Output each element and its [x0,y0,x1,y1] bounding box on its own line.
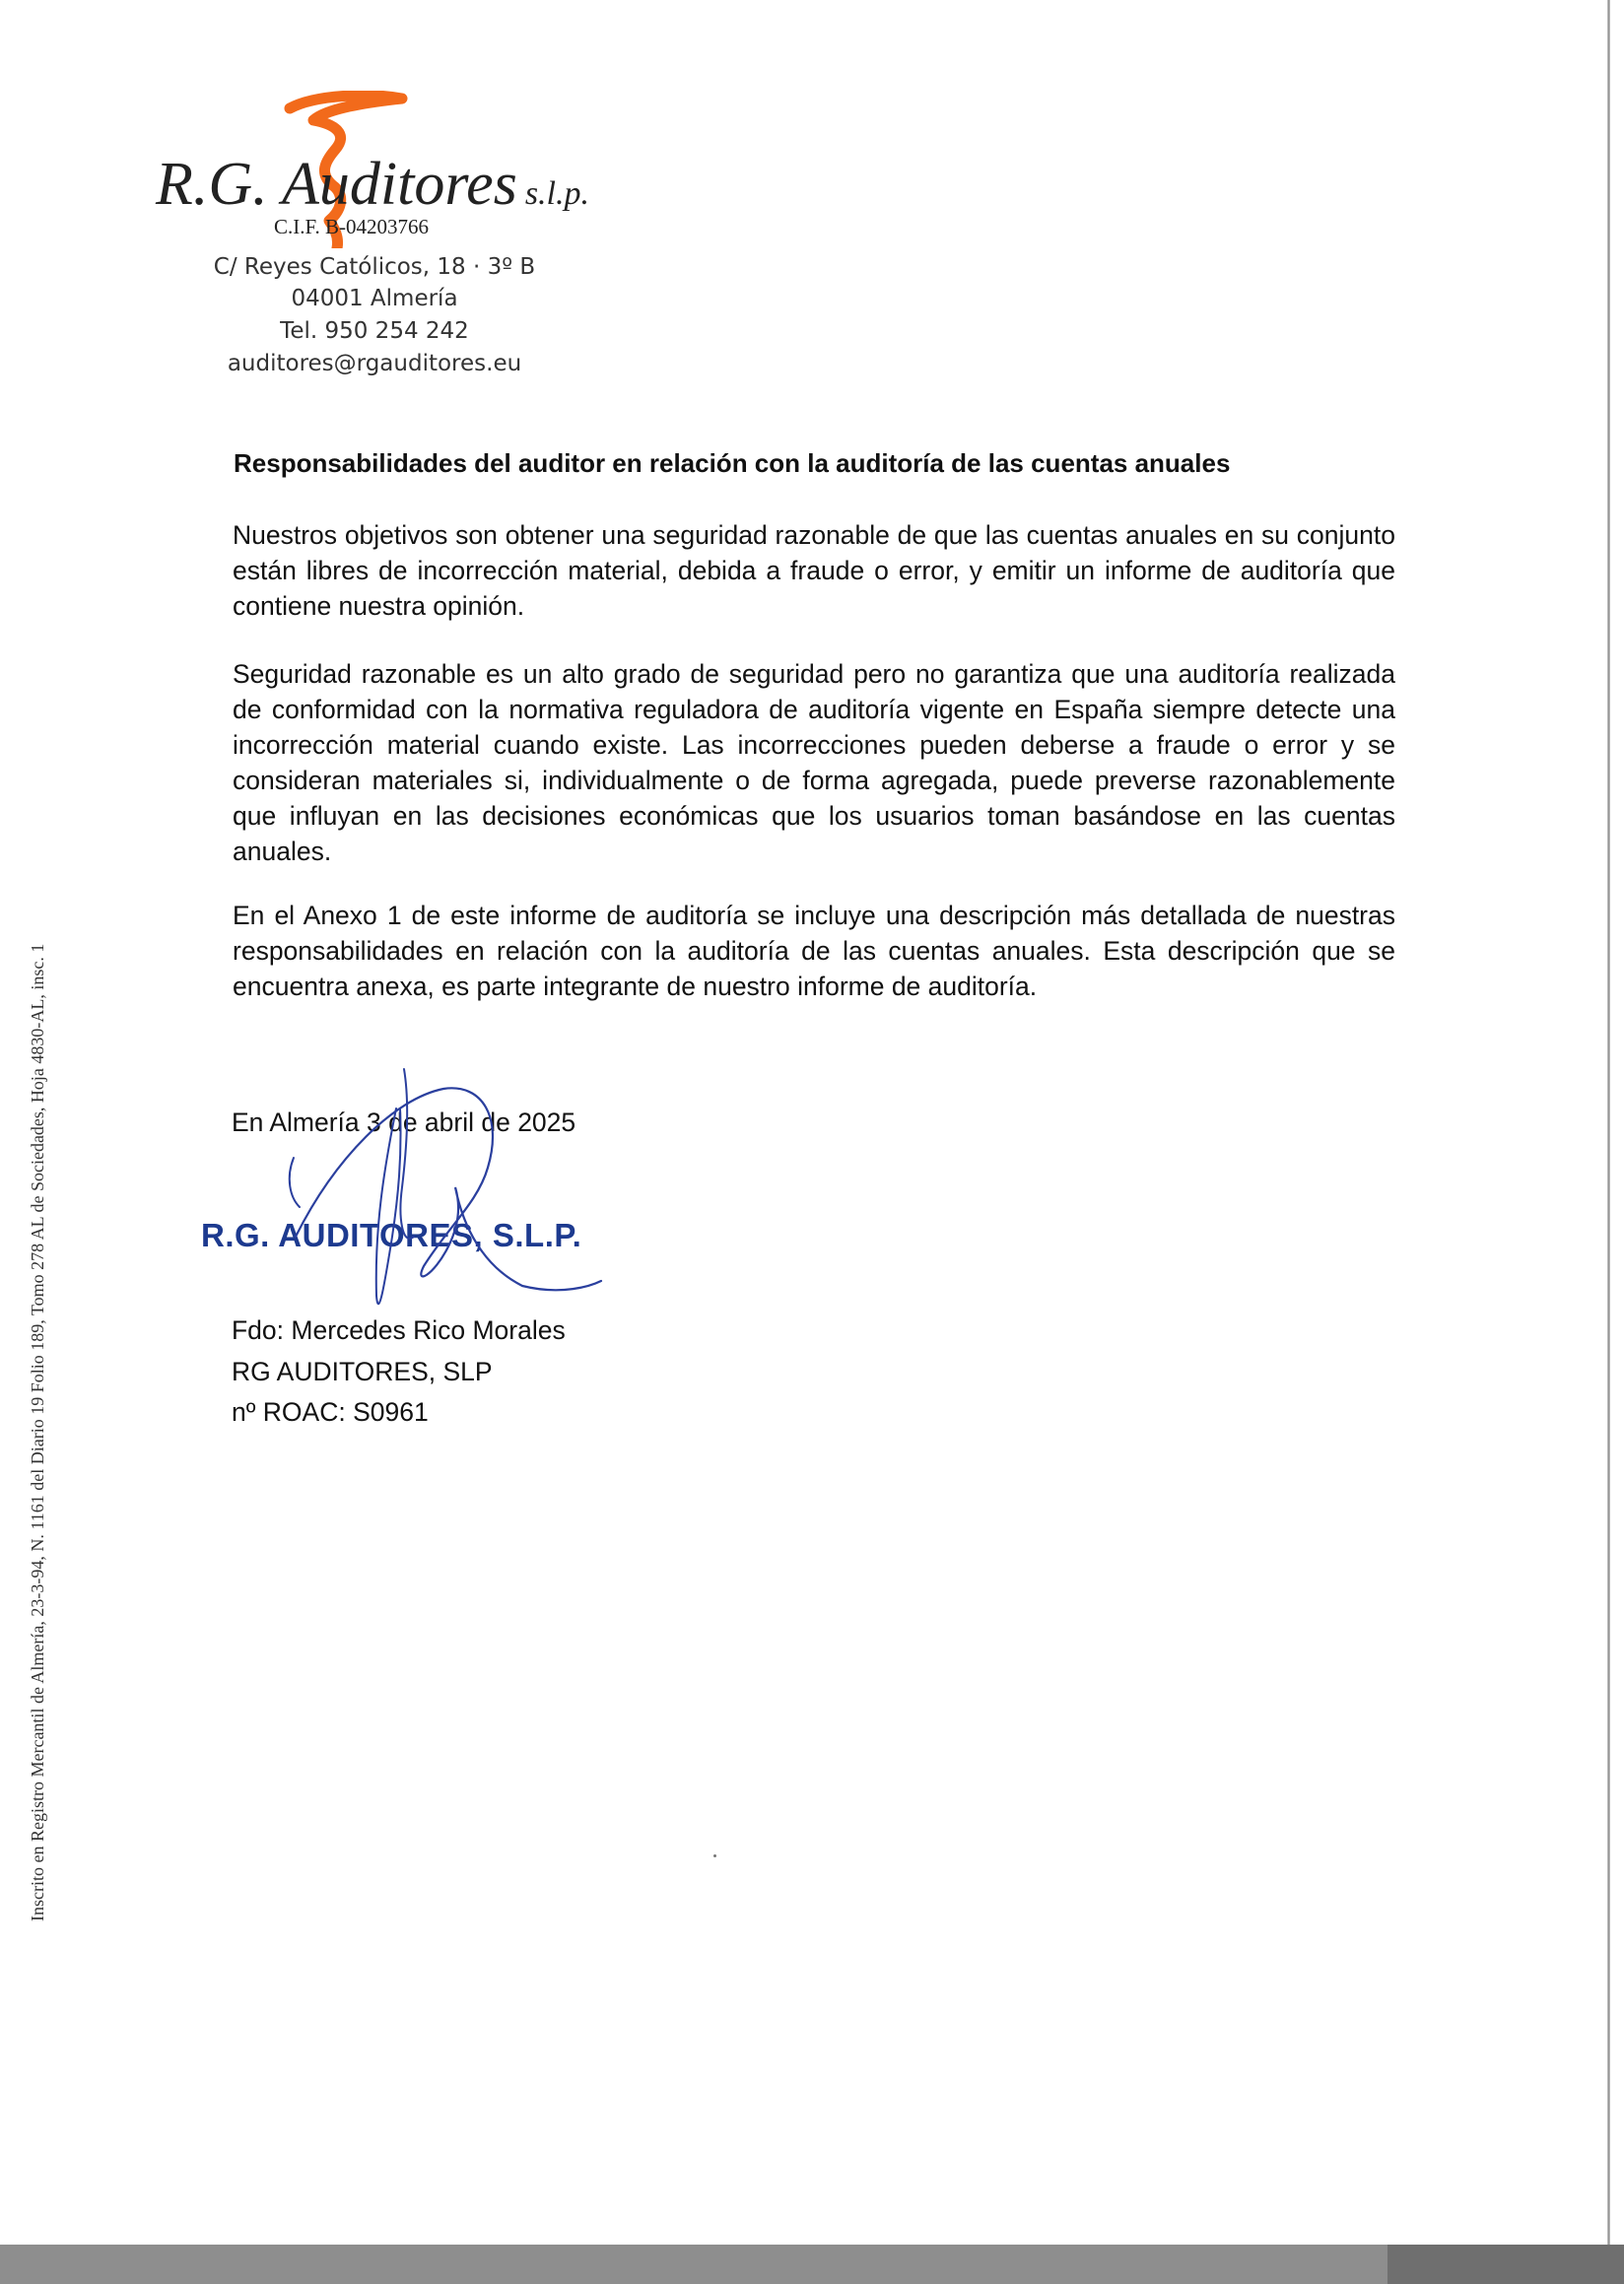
signed-by: Fdo: Mercedes Rico Morales [232,1315,566,1345]
paragraph-reasonable-assurance: Seguridad razonable es un alto grado de seguridad pero no garantiza que una auditoría realizada de conformidad con la normativa reguladora de auditoría vigente en España siempre detecte una incorrección material cuando existe. Las incorrecciones pueden deberse a fraude o error y se consideran materiales si, individualmente o de forma agregada, puede preverse razonablemente que influyan en las decisiones económicas que los usuarios toman basándose en las cuentas anuales. [233,659,1395,866]
address-city: 04001 Almería [291,286,458,311]
phone-number: Tel. 950 254 242 [280,318,469,344]
brand-name: R.G. Auditores [156,151,517,218]
email-address: auditores@rgauditores.eu [227,351,522,376]
paragraph-objectives: Nuestros objetivos son obtener una seguridad razonable de que las cuentas anuales en su conjunto están libres de incorrección material, debida a fraude o error, y emitir un informe de auditoría que contiene nuestra opinión. [233,520,1395,621]
section-heading: Responsabilidades del auditor en relación con la auditoría de las cuentas anuales [234,448,1231,478]
firm-name: RG AUDITORES, SLP [232,1357,493,1386]
brand-logotype [156,150,589,220]
roac-number: nº ROAC: S0961 [232,1397,429,1427]
cif-number: C.I.F. B-04203766 [274,215,429,238]
scan-edge-bottom-corner [1387,2245,1624,2284]
registry-note: Inscrito en Registro Mercantil de Almería, 23-3-94, N. 1161 del Diario 19 Folio 189, Tomo 278 AL de Sociedades, Hoja 4830-AL, insc. 1 [28,943,47,1921]
paragraph-annex: En el Anexo 1 de este informe de auditoría se incluye una descripción más detallada de nuestras responsabilidades en relación con la auditoría de las cuentas anuales. Esta descripción que se encuentra anexa, es parte integrante de nuestro informe de auditoría. [233,901,1395,1001]
scan-speck [713,1854,716,1857]
company-stamp: R.G. AUDITORES, S.L.P. [201,1217,582,1253]
scan-edge-bottom [0,2245,1624,2284]
date-line: En Almería 3 de abril de 2025 [232,1108,576,1137]
brand-suffix: s.l.p. [524,175,590,212]
scan-edge-right [1607,0,1610,2247]
address-street: C/ Reyes Católicos, 18 · 3º B [213,254,536,280]
handwritten-signature-icon [276,1040,611,1325]
